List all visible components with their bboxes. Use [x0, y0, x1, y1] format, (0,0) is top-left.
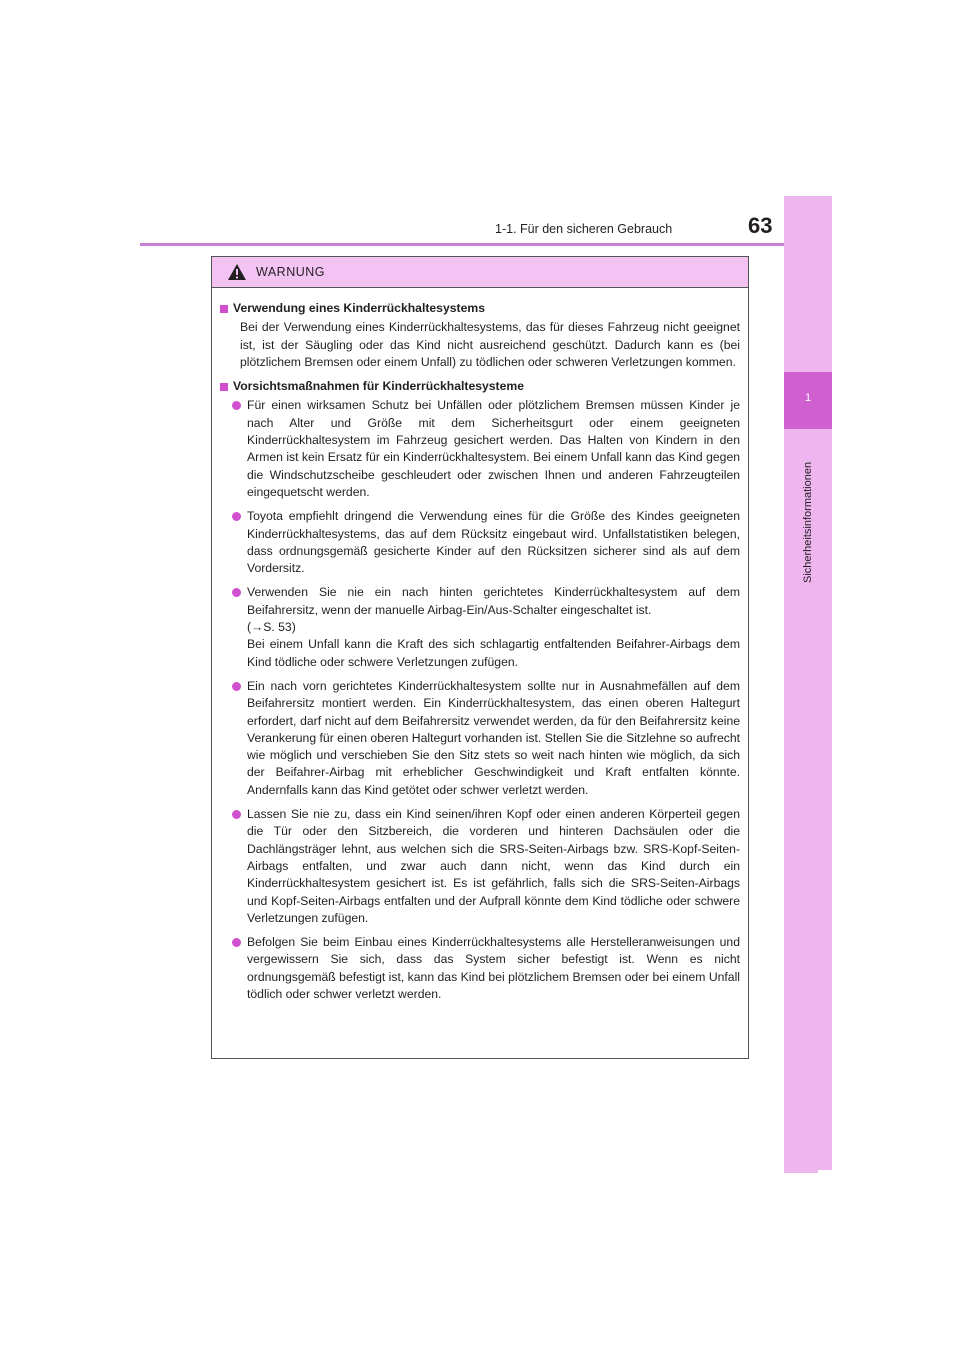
list-item: [232, 584, 740, 670]
warning-triangle-icon: [227, 263, 247, 281]
warning-body: [212, 288, 748, 1003]
tab-edge-notch: [818, 1170, 832, 1174]
round-bullet-icon: [232, 810, 241, 819]
list-item-text: Lassen Sie nie zu, dass ein Kind seinen/ihren Kopf oder einen anderen Körperteil gegen die Tür oder den Sitzbereich, die vorderen und hinteren Dachsäulen oder die Dachlängsträger lehnt, aus welchen sich die SRS-Seiten-Airbags bzw. SRS-Kopf-Seiten-Airbags entfalten, und zwar auch dann nicht, wenn das Kind durch ein Kinderrückhaltesystem gesichert ist. Es ist gefährlich, falls sich die SRS-Seiten-Airbags und Kopf-Seiten-Airbags entfalten und der Aufprall könnte dem Kind tödliche oder schwere Verletzungen zufügen.: [247, 807, 740, 925]
section-heading: [220, 378, 740, 395]
list-item: [232, 934, 740, 1003]
section-heading-text: Verwendung eines Kinderrückhaltesystems: [233, 301, 485, 315]
list-item: [232, 397, 740, 501]
page-number: 63: [748, 213, 773, 238]
chapter-label: Sicherheitsinformationen: [802, 461, 814, 583]
round-bullet-icon: [232, 588, 241, 597]
round-bullet-icon: [232, 401, 241, 410]
warning-header: [212, 257, 748, 288]
page-reference-link[interactable]: (→S. 53): [247, 620, 296, 635]
round-bullet-icon: [232, 938, 241, 947]
section-title: 1-1. Für den sicheren Gebrauch: [495, 222, 673, 236]
square-bullet-icon: [220, 383, 228, 391]
round-bullet-icon: [232, 682, 241, 691]
list-item-text: Toyota empfiehlt dringend die Verwendung eines für die Größe des Kindes geeigneten Kinderrückhaltesystems, das auf dem Rücksitz eingebaut wird. Unfallstatistiken belegen, dass ordnungsgemäß gesicherte Kinder auf den Rücksitzen sicherer sind als auf dem Vordersitz.: [247, 509, 740, 576]
section-paragraph: Bei der Verwendung eines Kinderrückhaltesystems, das für dieses Fahrzeug nicht geeignet ist, ist der Säugling oder das Kind nicht ausreichend geschützt. Dadurch kann es (bei plötzlichem Bremsen oder einem Unfall) zu tödlichen oder schweren Verletzungen kommen.: [240, 320, 740, 369]
chapter-number: 1: [804, 392, 812, 404]
section-heading: [220, 300, 740, 317]
section-heading-text: Vorsichtsmaßnahmen für Kinderrückhaltesysteme: [233, 379, 525, 394]
warning-box: [211, 256, 749, 1059]
list-item-line: Bei einem Unfall kann die Kraft des sich schlagartig entfaltenden Beifahrer-Airbags dem Kind tödliche oder schwere Verletzungen zufügen.: [247, 637, 740, 669]
list-item: [232, 508, 740, 577]
list-item: [232, 806, 740, 927]
round-bullet-icon: [232, 512, 241, 521]
header-rule: [140, 243, 832, 246]
list-item-line: Verwenden Sie nie ein nach hinten gerichtetes Kinderrückhaltesystem auf dem Beifahrersitz, wenn der manuelle Airbag-Ein/Aus-Schalter eingeschaltet ist.: [247, 585, 740, 617]
list-item-text: Für einen wirksamen Schutz bei Unfällen oder plötzlichem Bremsen müssen Kinder je nach Alter und Größe mit dem Sicherheitsgurt oder einem geeigneten Kinderrückhaltesystem im Fahrzeug gesichert werden. Das Halten von Kindern in den Armen ist kein Ersatz für ein Kinderrückhaltesystem. Bei einem Unfall kann das Kind gegen die Windschutzscheibe geschleudert oder zwischen Ihnen und anderen Fahrzeugteilen eingequetscht werden.: [247, 398, 740, 499]
list-item-text: [247, 584, 740, 670]
warning-title: WARNUNG: [256, 265, 326, 279]
list-item-text: Ein nach vorn gerichtetes Kinderrückhaltesystem sollte nur in Ausnahmefällen auf dem Beifahrersitz montiert werden. Ein Kinderrückhaltesystem, das einen oberen Haltegurt erfordert, darf nicht auf dem Beifahrersitz verwendet werden, da für den Beifahrersitz keine Verankerung für einen oberen Haltegurt vorhanden ist. Stellen Sie die Sitzlehne so aufrecht wie möglich und verschieben Sie den Sitz stets so weit nach hinten wie möglich, da sich der Beifahrer-Airbag mit erheblicher Geschwindigkeit und Kraft entfalten könnte. Andernfalls kann das Kind getötet oder schwer verletzt werden.: [247, 678, 740, 797]
square-bullet-icon: [220, 305, 228, 313]
list-item: [232, 678, 740, 799]
chapter-side-tab: [784, 196, 832, 1173]
list-item-text: Befolgen Sie beim Einbau eines Kinderrückhaltesystems alle Herstelleranweisungen und vergewissern Sie sich, dass das System sicher befestigt ist. Wenn es nicht ordnungsgemäß befestigt ist, kann das Kind bei plötzlichem Bremsen oder bei einem Unfall tödlich oder schwer verletzt werden.: [247, 935, 740, 1001]
